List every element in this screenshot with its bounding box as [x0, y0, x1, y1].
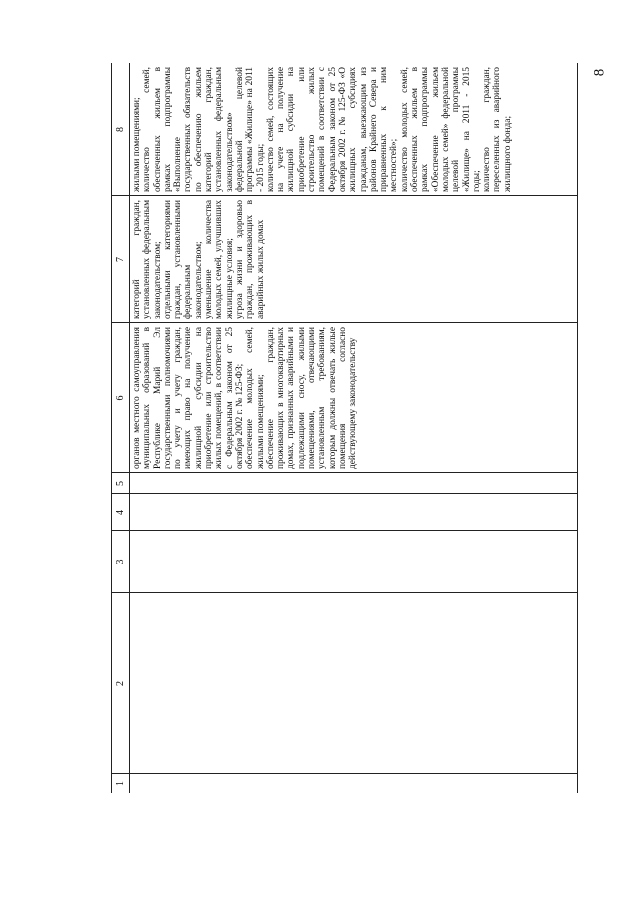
header-col-8: 8 [115, 127, 126, 132]
column-divider [112, 592, 577, 593]
column-divider [112, 322, 577, 323]
header-col-7: 7 [115, 257, 126, 262]
column-divider [112, 773, 577, 774]
cell-col-6: органов местного самоуправления муниципальных образований в Республике Марий Эл государственными полномочиями по учету и учету граждан, имеющих право на получение жилищной субсидии на приобретение или строительство жилых помещений, в соответствии с Федеральным законом от 25 октября 2002 г. № 125-ФЗ; обеспечение молодых семей, жилыми помещениями; обеспечение граждан, проживающих в многоквартирных домах, признанных аварийными и подлежащими сносу, жилыми помещениями, отвечающими установленным требованиям, которым должны отвечать жилые помещения согласно действующему законодательству [132, 327, 359, 469]
column-divider [112, 493, 577, 494]
header-col-4: 4 [115, 510, 126, 515]
header-col-1: 1 [115, 781, 126, 786]
column-divider [112, 472, 577, 473]
page-number: 8 [591, 68, 608, 77]
cell-col-7: категорий граждан, установленных федеральным законодательством; отдельными категориями граждан, установленными федеральным законодательством; уменьшение количества молодых семей, улучшивших жилищные условия; угроза жизни и здоровью граждан, проживающих в аварийных жилых домах [132, 200, 266, 319]
rotated-page [111, 63, 576, 793]
column-divider [112, 195, 577, 196]
header-col-3: 3 [115, 559, 126, 565]
column-divider [112, 530, 577, 531]
header-col-2: 2 [115, 681, 126, 686]
header-col-5: 5 [115, 481, 126, 486]
data-table [111, 63, 578, 793]
header-col-6: 6 [115, 395, 126, 401]
cell-col-8: жилыми помещениями; количество семей, обеспеченных жильем в рамках подпрограммы «Выполнение государственных обязательств по обеспечению жильем категорий граждан, установленных федеральным законодательством» федеральной целевой программы «Жилище» на 2011 - 2015 годы; количество семей, состоящих на учете на получение жилищной субсидии на приобретение или строительство жилых помещений в соответствии с Федеральным законом от 25 октября 2002 г. № 125-ФЗ «О жилищных субсидиях гражданам, выезжающим из районов Крайнего Севера и приравненных к ним местностей»; количество молодых семей, обеспеченных жильем в рамках подпрограммы «Обеспечение жильем молодых семей» федеральной целевой программы «Жилище» на 2011 - 2015 годы; количество граждан, переселенных из аварийного жилищного фонда; [132, 67, 513, 192]
